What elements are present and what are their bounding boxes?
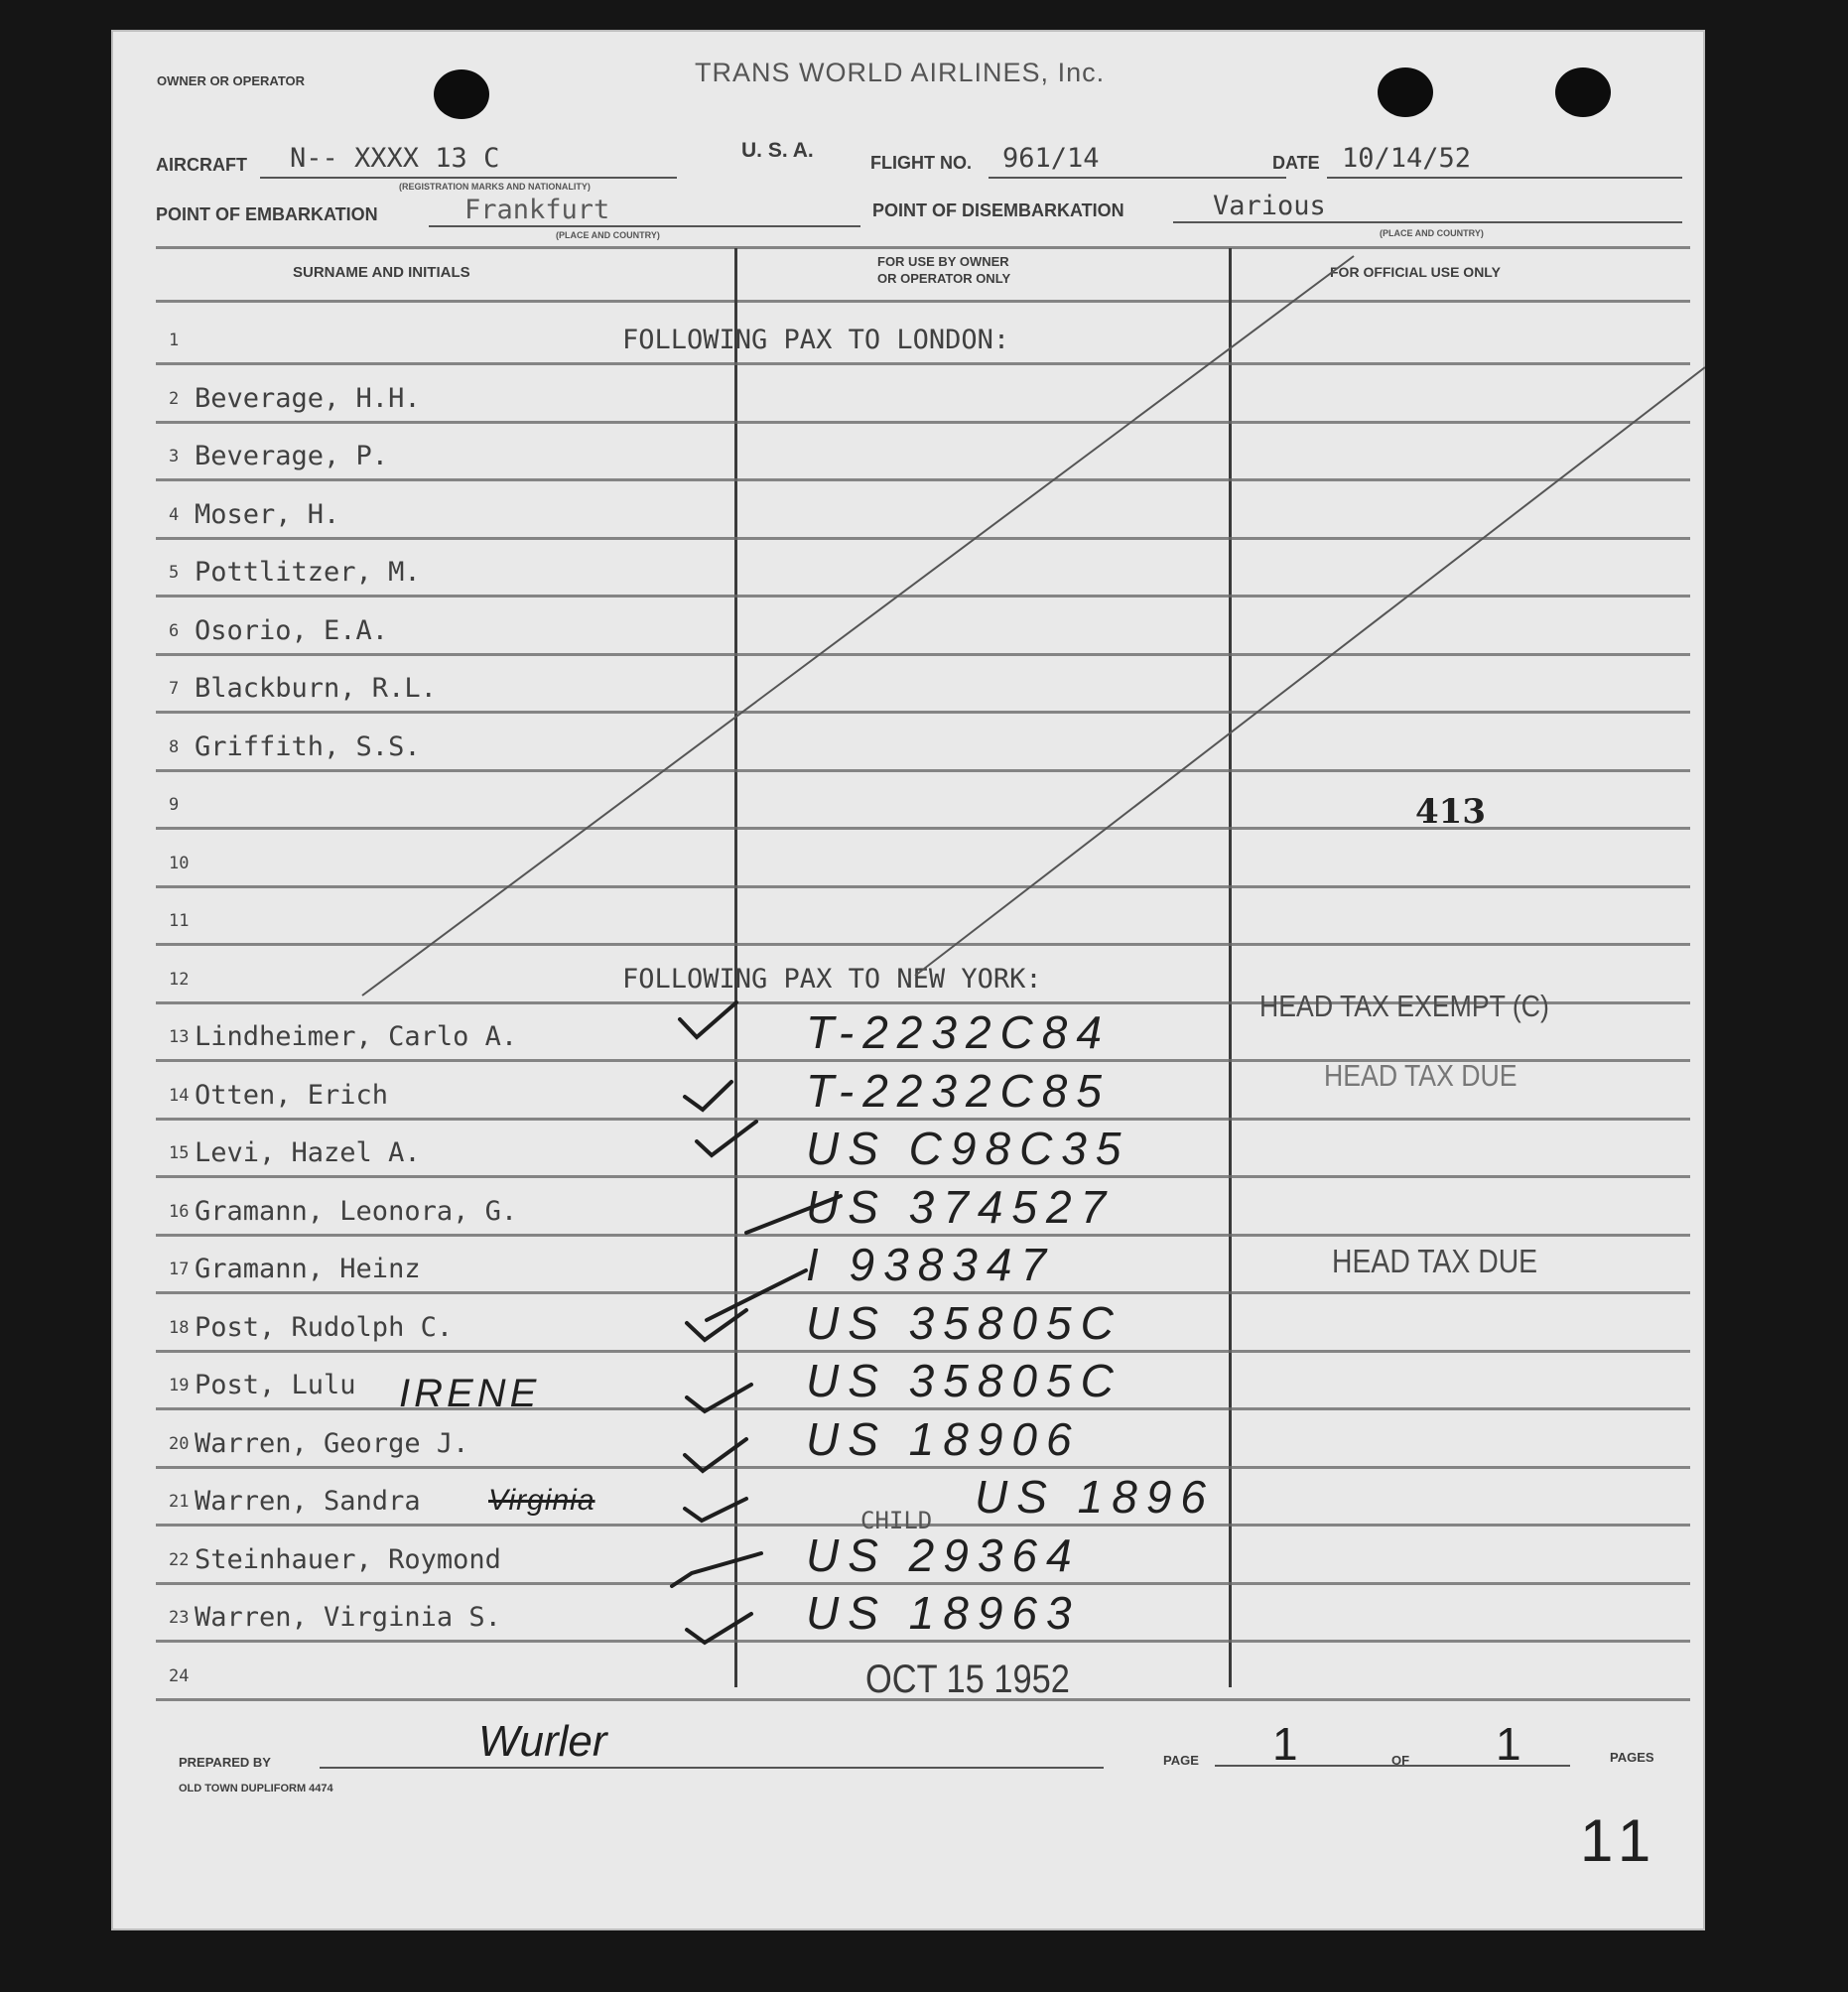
passport-number: US C98C35	[806, 1123, 1130, 1174]
irene-annotation: IRENE	[399, 1372, 541, 1415]
check-mark-23	[687, 1614, 751, 1643]
row-number: 11	[169, 911, 190, 931]
passport-number: US 18906	[806, 1412, 1081, 1465]
row-number: 1	[169, 331, 180, 350]
official-number: 413	[1415, 792, 1486, 832]
passport-number: US 29364	[806, 1528, 1081, 1581]
date-received-stamp: OCT 15 1952	[865, 1658, 1070, 1701]
date-value: 10/14/52	[1342, 143, 1472, 174]
nationality: U. S. A.	[741, 139, 814, 162]
row-number: 24	[169, 1665, 190, 1686]
head-tax-exempt-stamp: HEAD TAX EXEMPT (C)	[1259, 989, 1549, 1023]
place-caption-1: (PLACE AND COUNTRY)	[556, 230, 660, 240]
row-number: 10	[169, 853, 190, 873]
head-tax-due-stamp-1: HEAD TAX DUE	[1324, 1058, 1518, 1093]
passenger-name: Gramann, Heinz	[195, 1254, 421, 1284]
passport-number: US 18963	[806, 1587, 1081, 1639]
passenger-name: Griffith, S.S.	[195, 730, 421, 762]
passenger-name: Warren, George J.	[195, 1427, 469, 1459]
section-heading: FOLLOWING PAX TO NEW YORK:	[622, 963, 1042, 995]
of-value: 1	[1496, 1718, 1530, 1770]
aircraft-label: AIRCRAFT	[156, 155, 247, 175]
strike-line-2	[915, 367, 1705, 976]
owner-label: OWNER OR OPERATOR	[157, 73, 306, 88]
embark-value: Frankfurt	[464, 195, 610, 225]
passport-number: US 35805C	[806, 1296, 1122, 1349]
check-mark-21	[685, 1499, 746, 1521]
row-number: 18	[169, 1317, 190, 1338]
passport-number: US 1896	[975, 1471, 1216, 1523]
passport-number: US 35805C	[806, 1355, 1122, 1406]
row-number: 19	[169, 1376, 190, 1395]
child-label: CHILD	[860, 1507, 933, 1534]
passport-number: T-2232C85	[806, 1064, 1111, 1117]
col-owner-header-1: FOR USE BY OWNER	[877, 254, 1009, 269]
col-surname-header: SURNAME AND INITIALS	[293, 264, 470, 281]
strike-line-1	[362, 256, 1354, 996]
check-mark-13	[680, 1002, 736, 1037]
flight-label: FLIGHT NO.	[870, 153, 972, 173]
head-tax-due-stamp-2: HEAD TAX DUE	[1332, 1243, 1538, 1279]
of-label: OF	[1391, 1753, 1410, 1768]
passport-number: T-2232C84	[806, 1006, 1111, 1058]
passenger-name: Moser, H.	[195, 498, 340, 530]
check-mark-16	[746, 1196, 841, 1233]
passenger-name: Post, Rudolph C.	[195, 1311, 454, 1343]
col-official-header: FOR OFFICIAL USE ONLY	[1330, 264, 1501, 280]
row-number: 9	[169, 795, 180, 815]
passport-number: US 374527	[806, 1180, 1116, 1233]
pages-label: PAGES	[1610, 1750, 1654, 1765]
row-number: 22	[169, 1549, 190, 1570]
passenger-name: Post, Lulu	[195, 1370, 356, 1400]
disembark-label: POINT OF DISEMBARKATION	[872, 200, 1124, 220]
check-mark-14	[685, 1082, 731, 1110]
disembark-value: Various	[1213, 191, 1326, 221]
row-number: 4	[169, 504, 180, 525]
passenger-name: Otten, Erich	[195, 1079, 389, 1111]
date-label: DATE	[1272, 153, 1320, 173]
passenger-name: Beverage, P.	[195, 441, 389, 471]
flight-value: 961/14	[1002, 143, 1100, 174]
row-number: 8	[169, 736, 180, 757]
row-number: 21	[169, 1492, 190, 1512]
place-caption-2: (PLACE AND COUNTRY)	[1380, 228, 1484, 238]
passenger-name: Pottlitzer, M.	[195, 557, 421, 588]
check-mark-17	[707, 1270, 806, 1320]
passenger-name: Warren, Sandra	[195, 1486, 421, 1517]
embark-label: POINT OF EMBARKATION	[156, 204, 378, 224]
check-mark-15	[697, 1122, 756, 1155]
prepared-signature: Wurler	[478, 1717, 607, 1766]
row-number: 17	[169, 1260, 190, 1279]
pen-marks	[111, 30, 1705, 1930]
passport-number: I 938347	[806, 1239, 1056, 1290]
row-number: 12	[169, 969, 190, 990]
row-number: 13	[169, 1027, 190, 1047]
row-number: 3	[169, 447, 180, 466]
row-number: 6	[169, 620, 180, 641]
aircraft-value: N-- XXXX 13 C	[290, 143, 500, 174]
page-label: PAGE	[1163, 1753, 1199, 1768]
airline-name: TRANS WORLD AIRLINES, Inc.	[695, 58, 1106, 87]
row-number: 20	[169, 1433, 190, 1454]
row-number: 15	[169, 1143, 190, 1163]
row-number: 23	[169, 1608, 190, 1628]
manifest-sheet	[111, 30, 1705, 1930]
tally-mark: 11	[1580, 1807, 1660, 1874]
row-number: 5	[169, 563, 180, 583]
passenger-name: Blackburn, R.L.	[195, 673, 437, 704]
page-value: 1	[1272, 1718, 1307, 1770]
row-number: 14	[169, 1085, 190, 1106]
registration-caption: (REGISTRATION MARKS AND NATIONALITY)	[399, 182, 591, 192]
check-mark-22	[672, 1553, 761, 1586]
passenger-name: Gramann, Leonora, G.	[195, 1195, 518, 1227]
row-number: 7	[169, 679, 180, 699]
passenger-name: Steinhauer, Roymond	[195, 1543, 501, 1575]
passenger-name: Lindheimer, Carlo A.	[195, 1021, 518, 1052]
passenger-name: Levi, Hazel A.	[195, 1137, 421, 1168]
passenger-name: Warren, Virginia S.	[195, 1602, 501, 1633]
virginia-struck: Virginia	[488, 1484, 595, 1517]
check-mark-20	[685, 1439, 746, 1471]
passenger-name: Beverage, H.H.	[195, 382, 421, 414]
row-number: 2	[169, 388, 180, 409]
check-mark-19	[687, 1385, 751, 1411]
form-id: OLD TOWN DUPLIFORM 4474	[179, 1783, 333, 1794]
col-owner-header-2: OR OPERATOR ONLY	[877, 271, 1011, 286]
prepared-label: PREPARED BY	[179, 1755, 271, 1770]
section-heading: FOLLOWING PAX TO LONDON:	[622, 325, 1010, 355]
passenger-name: Osorio, E.A.	[195, 614, 389, 646]
row-number: 16	[169, 1201, 190, 1222]
